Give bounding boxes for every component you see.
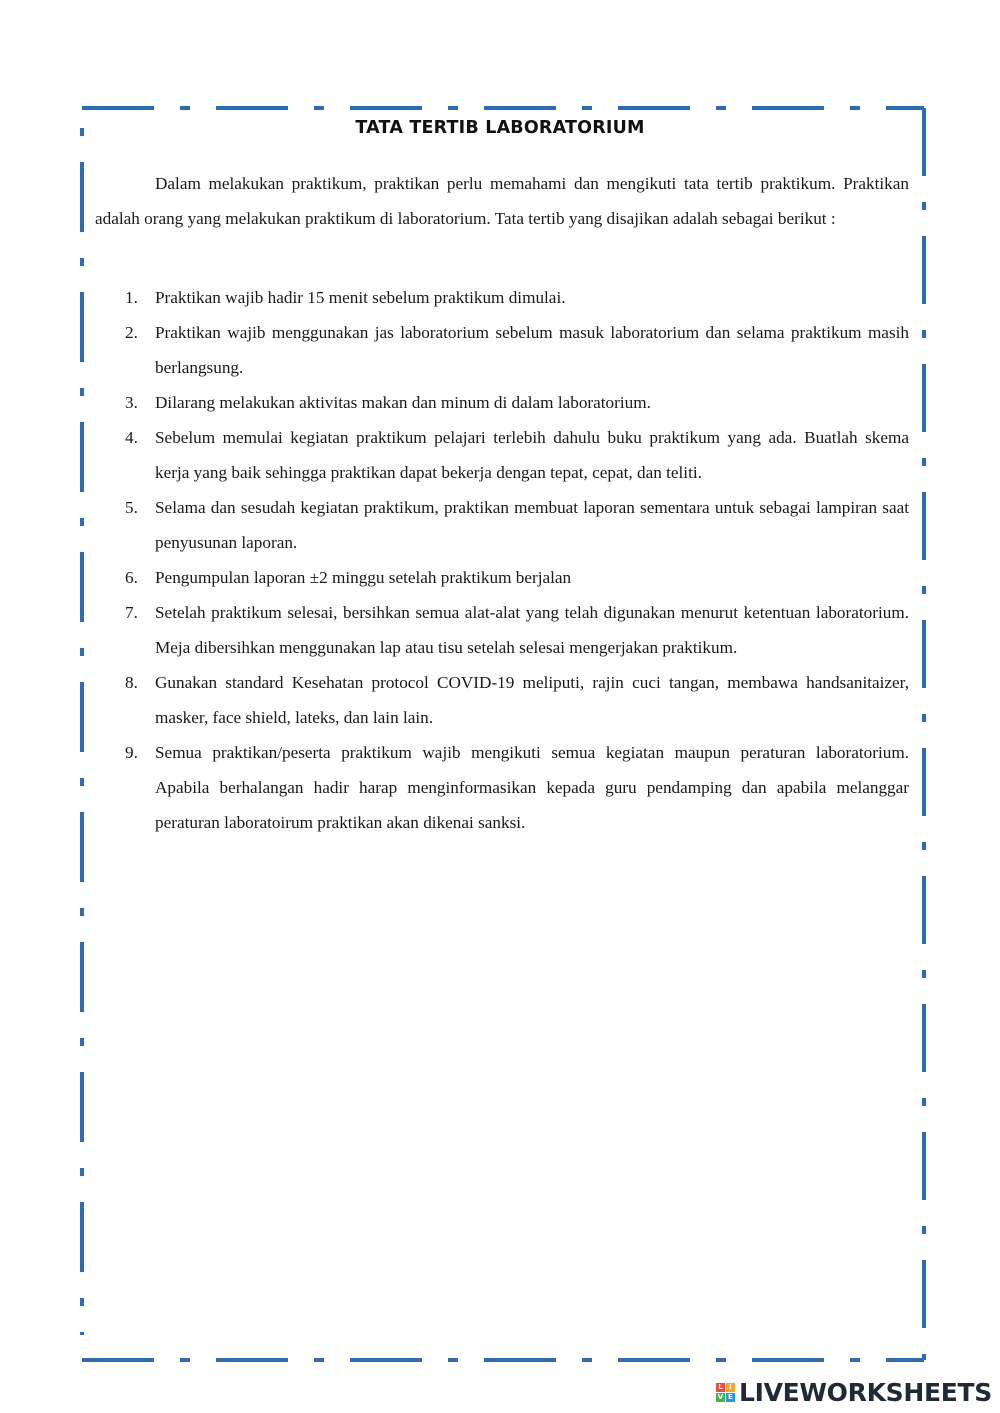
rule-text: Setelah praktikum selesai, bersihkan semua alat-alat yang telah digunakan menurut ketentuan laboratorium. Meja dibersihkan menggunakan lap atau tisu setelah selesai mengerjakan praktikum.: [155, 603, 909, 657]
logo-tile: E: [726, 1393, 735, 1402]
rule-item: [125, 280, 909, 315]
page-title: TATA TERTIB LABORATORIUM: [355, 118, 645, 138]
rule-text: Gunakan standard Kesehatan protocol COVID-19 meliputi, rajin cuci tangan, membawa handsanitaizer, masker, face shield, lateks, dan lain lain.: [155, 673, 909, 727]
rule-text: Selama dan sesudah kegiatan praktikum, praktikan membuat laporan sementara untuk sebagai lampiran saat penyusunan laporan.: [155, 498, 909, 552]
rule-text: Pengumpulan laporan ±2 minggu setelah praktikum berjalan: [155, 568, 572, 587]
liveworksheets-logo: [716, 1383, 735, 1402]
brand-name: LIVEWORKSHEETS: [738, 1378, 992, 1407]
rule-item: [125, 490, 909, 560]
rule-number: 3.: [125, 393, 138, 412]
rules-list: [125, 280, 909, 840]
rule-number: 5.: [125, 498, 138, 517]
rule-item: [125, 385, 909, 420]
rule-text: Semua praktikan/peserta praktikum wajib mengikuti semua kegiatan maupun peraturan laboratorium. Apabila berhalangan hadir harap menginformasikan kepada guru pendamping dan apabila melanggar peraturan laboratoirum praktikan akan dikenai sanksi.: [155, 743, 909, 832]
logo-tile: L: [716, 1383, 725, 1392]
rule-item: [125, 420, 909, 490]
rule-number: 7.: [125, 603, 138, 622]
rule-item: [125, 595, 909, 665]
rule-item: [125, 560, 909, 595]
liveworksheets-brand: [716, 1378, 992, 1407]
rule-text: Praktikan wajib menggunakan jas laboratorium sebelum masuk laboratorium dan selama praktikum masih berlangsung.: [155, 323, 909, 377]
logo-tile: I: [726, 1383, 735, 1392]
rule-number: 1.: [125, 288, 138, 307]
rule-number: 2.: [125, 323, 138, 342]
rule-number: 4.: [125, 428, 138, 447]
rule-item: [125, 735, 909, 840]
rule-text: Sebelum memulai kegiatan praktikum pelajari terlebih dahulu buku praktikum yang ada. Buatlah skema kerja yang baik sehingga praktikan dapat bekerja dengan tepat, cepat, dan teliti.: [155, 428, 909, 482]
rule-text: Praktikan wajib hadir 15 menit sebelum praktikum dimulai.: [155, 288, 566, 307]
rule-item: [125, 665, 909, 735]
rule-number: 8.: [125, 673, 138, 692]
rule-item: [125, 315, 909, 385]
rule-text: Dilarang melakukan aktivitas makan dan minum di dalam laboratorium.: [155, 393, 651, 412]
intro-paragraph: Dalam melakukan praktikum, praktikan perlu memahami dan mengikuti tata tertib praktikum. Praktikan adalah orang yang melakukan praktikum di laboratorium. Tata tertib yang disajikan adalah sebagai berikut :: [95, 174, 909, 228]
rule-number: 6.: [125, 568, 138, 587]
logo-tile: V: [717, 1393, 724, 1401]
rule-number: 9.: [125, 743, 138, 762]
